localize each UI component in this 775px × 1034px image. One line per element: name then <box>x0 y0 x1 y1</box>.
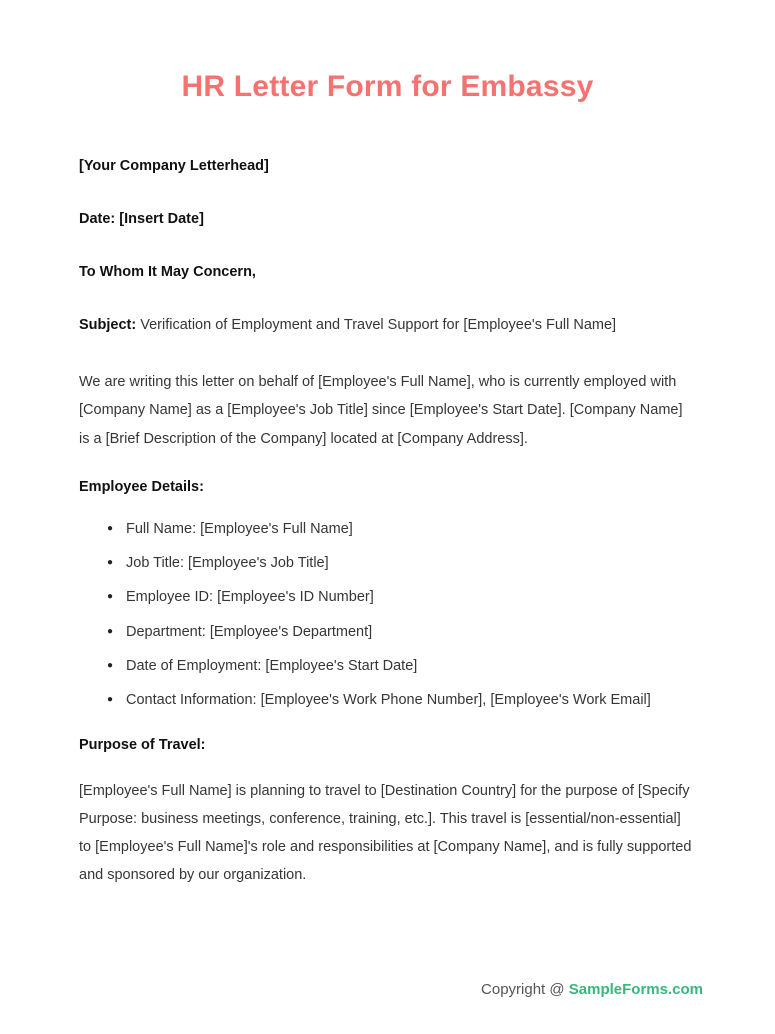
salutation-line <box>79 262 696 283</box>
date-line <box>79 209 696 230</box>
list-item: ● Date of Employment: [Employee's Start Date] <box>126 656 696 676</box>
list-item: ● Contact Information: [Employee's Work Phone Number], [Employee's Work Email] <box>126 690 696 710</box>
copyright-text: Copyright @ <box>481 981 565 998</box>
list-item: ● Job Title: [Employee's Job Title] <box>126 553 696 573</box>
page-title: HR Letter Form for Embassy <box>181 70 594 103</box>
company-letterhead-line <box>79 156 696 177</box>
employee-details-list <box>79 519 696 711</box>
letter-body <box>79 156 696 890</box>
company-letterhead-text: [Your Company Letterhead] <box>79 158 269 174</box>
subject-value: Verification of Employment and Travel Support for [Employee's Full Name] <box>140 317 617 334</box>
subject-line <box>79 315 696 336</box>
list-item: ● Department: [Employee's Department] <box>126 622 696 642</box>
purpose-of-travel-heading: Purpose of Travel: <box>79 736 206 753</box>
sampleforms-link[interactable]: SampleForms.com <box>568 981 703 998</box>
subject-label: Subject: <box>79 317 137 334</box>
footer <box>481 981 703 998</box>
list-item: ● Employee ID: [Employee's ID Number] <box>126 587 696 607</box>
intro-paragraph: We are writing this letter on behalf of [Employee's Full Name], who is currently employed with [Company Name] as a [Employee's Job Title] since [Employee's Start Date]. [Company Name] is a [Brief Description of the Company] located at [Company Address]. <box>79 374 683 447</box>
salutation-text: To Whom It May Concern, <box>79 264 256 281</box>
list-item: ● Full Name: [Employee's Full Name] <box>126 519 696 539</box>
date-value: [Insert Date] <box>119 211 204 228</box>
employee-details-heading: Employee Details: <box>79 478 204 495</box>
date-label: Date: <box>79 211 116 228</box>
purpose-of-travel-paragraph: [Employee's Full Name] is planning to travel to [Destination Country] for the purpose of [Specify Purpose: business meetings, conference, training, etc.]. This travel is [essential/non-essential] to [Employee's Full Name]'s role and responsibilities at [Company Name], and is fully supported and sponsored by our organization. <box>79 782 692 884</box>
